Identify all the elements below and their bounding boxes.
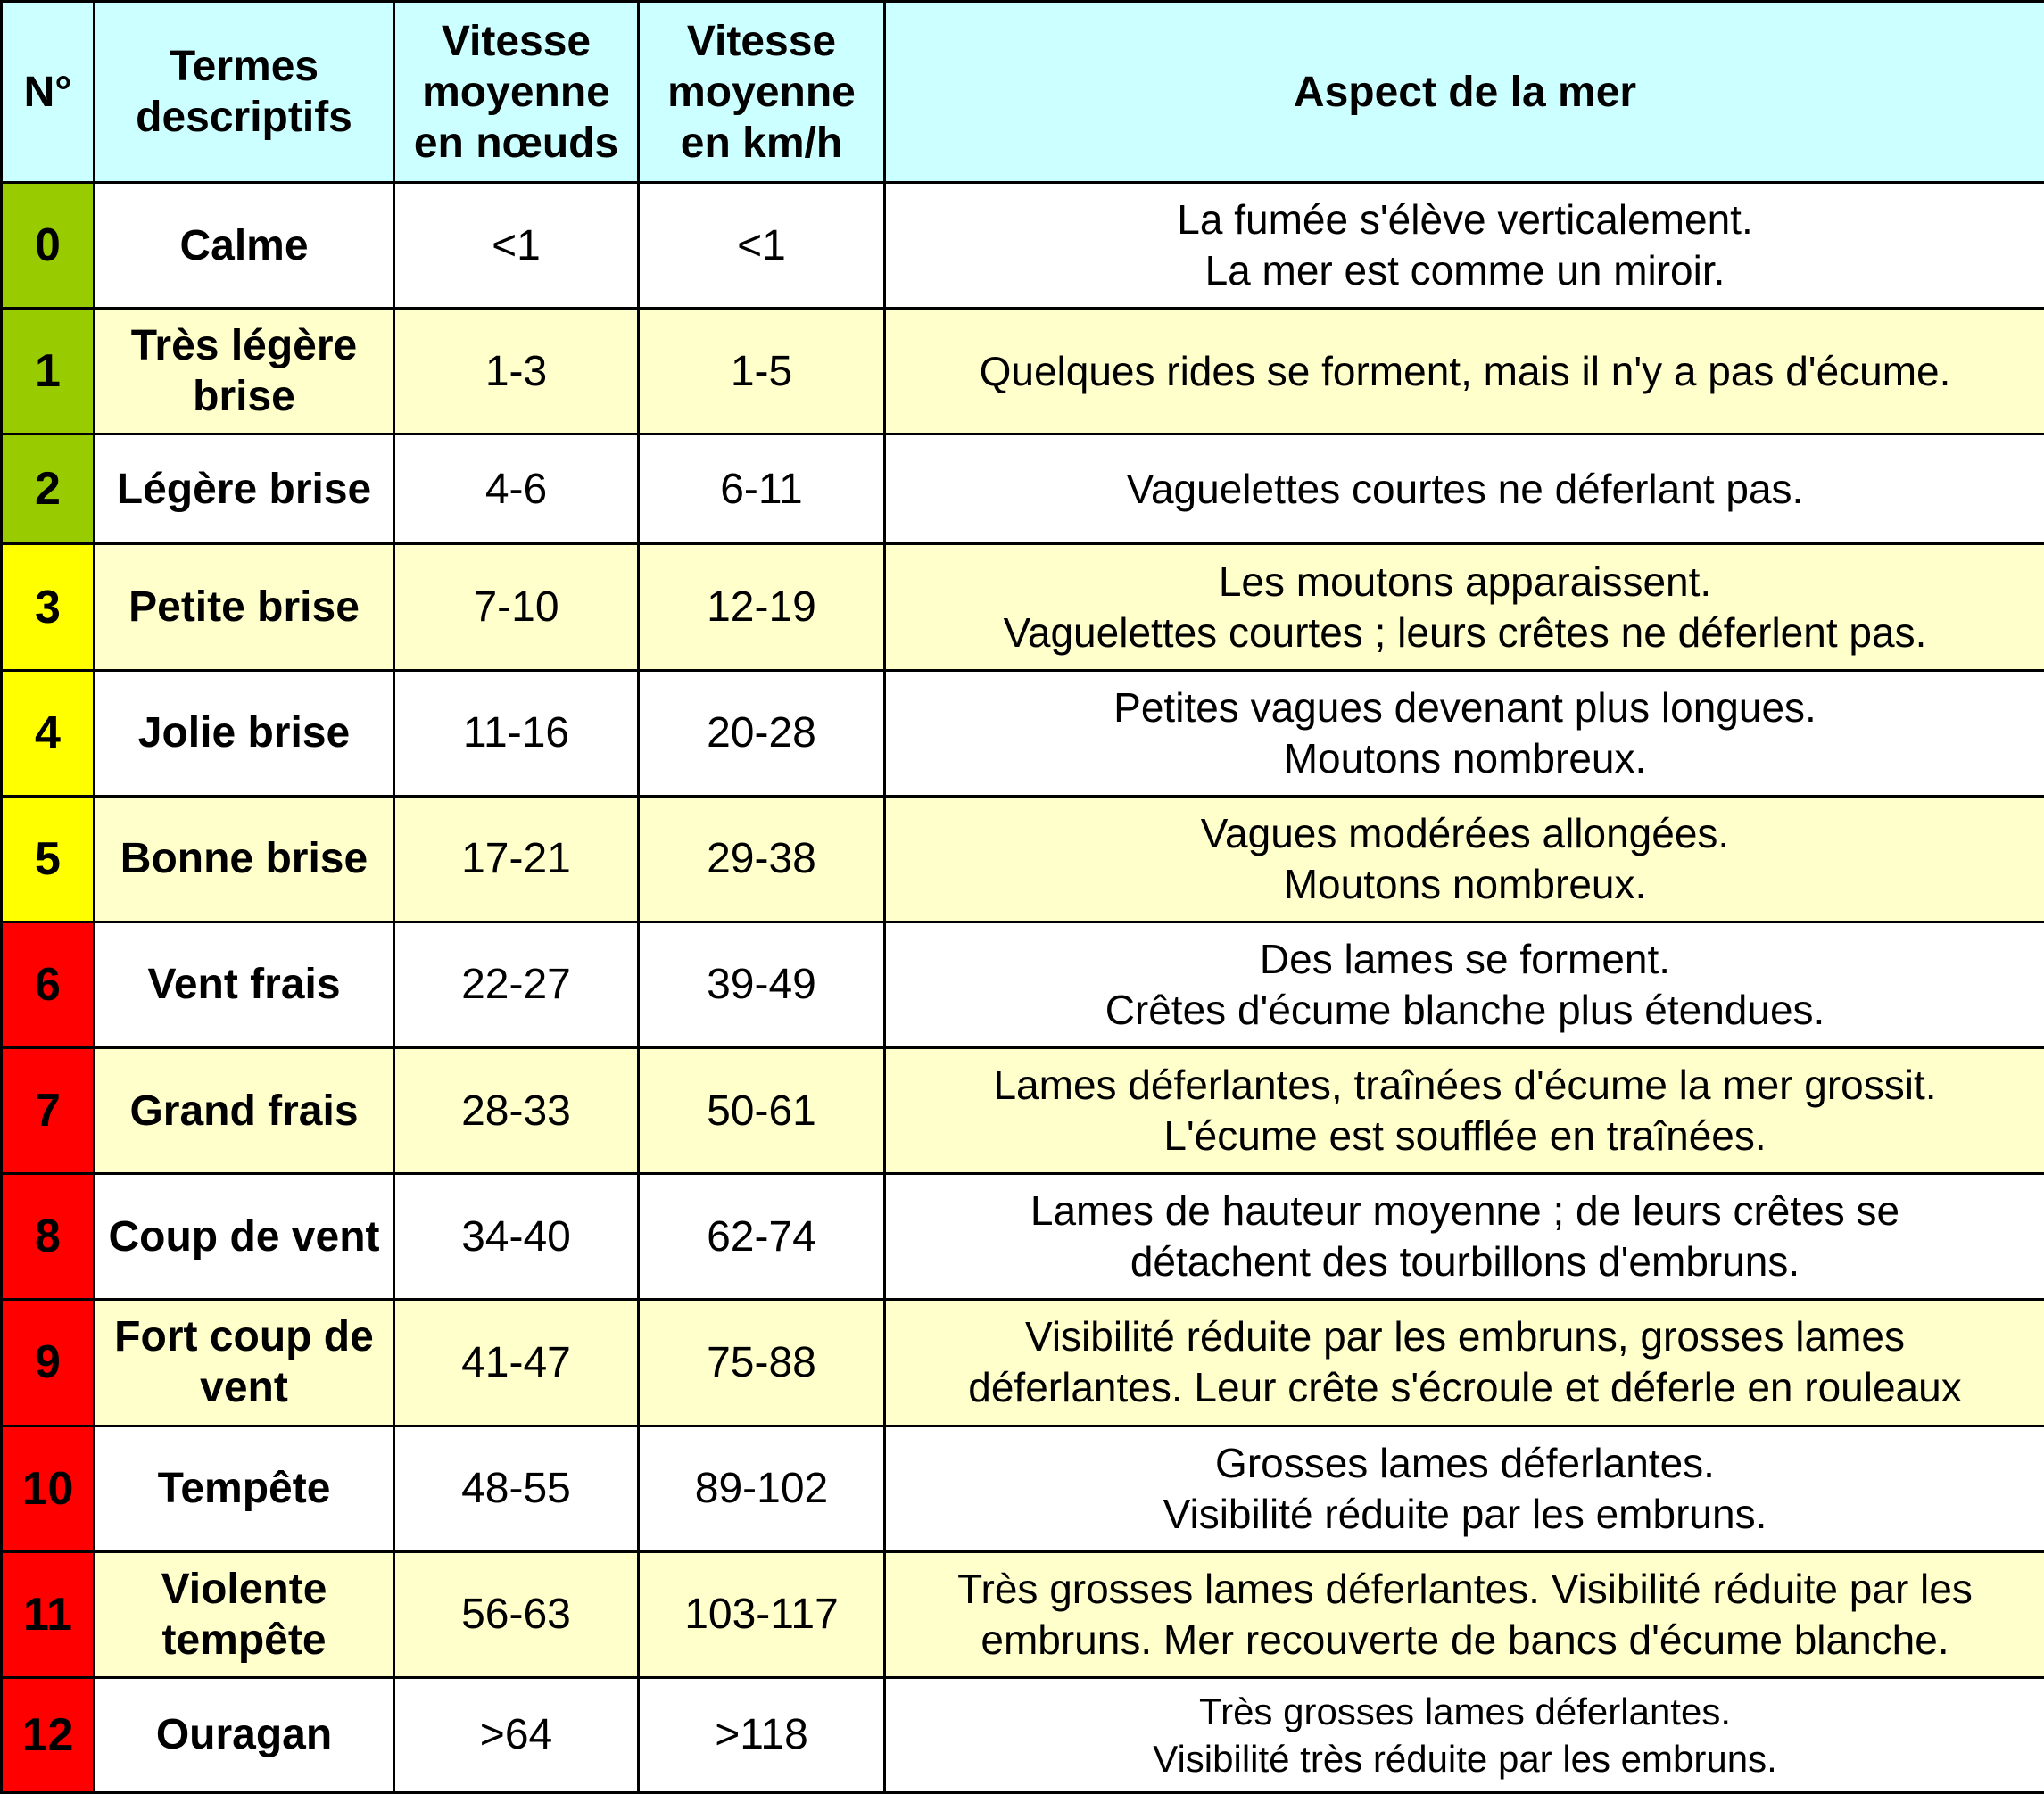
speed-kmh: 29-38 <box>639 796 885 922</box>
speed-knots: 41-47 <box>394 1300 639 1426</box>
sea-aspect: Les moutons apparaissent. Vaguelettes courtes ; leurs crêtes ne déferlent pas. <box>885 544 2044 670</box>
descriptive-term: Légère brise <box>95 434 394 544</box>
speed-kmh: 20-28 <box>639 670 885 796</box>
header-number: N° <box>2 2 95 183</box>
speed-knots: >64 <box>394 1677 639 1792</box>
descriptive-term: Violente tempête <box>95 1551 394 1677</box>
sea-aspect: Lames déferlantes, traînées d'écume la mer grossit. L'écume est soufflée en traînées. <box>885 1048 2044 1174</box>
speed-kmh: 62-74 <box>639 1174 885 1300</box>
speed-kmh: 89-102 <box>639 1426 885 1551</box>
table-row <box>2 1174 2044 1300</box>
speed-knots: 48-55 <box>394 1426 639 1551</box>
header-descriptive-terms: Termes descriptifs <box>95 2 394 183</box>
speed-knots: 22-27 <box>394 922 639 1047</box>
descriptive-term: Bonne brise <box>95 796 394 922</box>
speed-kmh: 12-19 <box>639 544 885 670</box>
beaufort-number: 1 <box>2 309 95 434</box>
sea-aspect: Vagues modérées allongées. Moutons nombreux. <box>885 796 2044 922</box>
table-row <box>2 1048 2044 1174</box>
table-row <box>2 670 2044 796</box>
beaufort-number: 5 <box>2 796 95 922</box>
speed-kmh: 50-61 <box>639 1048 885 1174</box>
beaufort-number: 4 <box>2 670 95 796</box>
sea-aspect: Lames de hauteur moyenne ; de leurs crêtes se détachent des tourbillons d'embruns. <box>885 1174 2044 1300</box>
speed-knots: 17-21 <box>394 796 639 922</box>
table-row <box>2 434 2044 544</box>
table-row <box>2 544 2044 670</box>
speed-knots: 1-3 <box>394 309 639 434</box>
speed-knots: 4-6 <box>394 434 639 544</box>
sea-aspect: Grosses lames déferlantes. Visibilité réduite par les embruns. <box>885 1426 2044 1551</box>
sea-aspect: Très grosses lames déferlantes. Visibilité réduite par les embruns. Mer recouverte de bancs d'écume blanche. <box>885 1551 2044 1677</box>
table-row <box>2 1551 2044 1677</box>
descriptive-term: Petite brise <box>95 544 394 670</box>
descriptive-term: Grand frais <box>95 1048 394 1174</box>
header-sea-aspect: Aspect de la mer <box>885 2 2044 183</box>
descriptive-term: Jolie brise <box>95 670 394 796</box>
sea-aspect: Petites vagues devenant plus longues. Moutons nombreux. <box>885 670 2044 796</box>
descriptive-term: Tempête <box>95 1426 394 1551</box>
beaufort-number: 10 <box>2 1426 95 1551</box>
table-row <box>2 309 2044 434</box>
speed-kmh: 6-11 <box>639 434 885 544</box>
beaufort-number: 6 <box>2 922 95 1047</box>
table-row <box>2 1677 2044 1792</box>
speed-knots: <1 <box>394 183 639 309</box>
table-row <box>2 183 2044 309</box>
sea-aspect: La fumée s'élève verticalement. La mer est comme un miroir. <box>885 183 2044 309</box>
sea-aspect: Très grosses lames déferlantes. Visibilité très réduite par les embruns. <box>885 1677 2044 1792</box>
header-speed-kmh: Vitesse moyenne en km/h <box>639 2 885 183</box>
speed-kmh: 75-88 <box>639 1300 885 1426</box>
descriptive-term: Coup de vent <box>95 1174 394 1300</box>
speed-knots: 7-10 <box>394 544 639 670</box>
beaufort-number: 9 <box>2 1300 95 1426</box>
sea-aspect: Quelques rides se forment, mais il n'y a pas d'écume. <box>885 309 2044 434</box>
table-row <box>2 922 2044 1047</box>
speed-kmh: <1 <box>639 183 885 309</box>
speed-knots: 28-33 <box>394 1048 639 1174</box>
speed-kmh: 39-49 <box>639 922 885 1047</box>
beaufort-number: 7 <box>2 1048 95 1174</box>
beaufort-number: 0 <box>2 183 95 309</box>
speed-knots: 34-40 <box>394 1174 639 1300</box>
beaufort-number: 2 <box>2 434 95 544</box>
sea-aspect: Vaguelettes courtes ne déferlant pas. <box>885 434 2044 544</box>
speed-kmh: >118 <box>639 1677 885 1792</box>
table-body <box>2 183 2044 1793</box>
descriptive-term: Très légère brise <box>95 309 394 434</box>
header-row <box>2 2 2044 183</box>
beaufort-number: 3 <box>2 544 95 670</box>
table-row <box>2 1300 2044 1426</box>
header-speed-knots: Vitesse moyenne en nœuds <box>394 2 639 183</box>
speed-kmh: 103-117 <box>639 1551 885 1677</box>
descriptive-term: Ouragan <box>95 1677 394 1792</box>
speed-knots: 11-16 <box>394 670 639 796</box>
beaufort-number: 11 <box>2 1551 95 1677</box>
descriptive-term: Vent frais <box>95 922 394 1047</box>
speed-kmh: 1-5 <box>639 309 885 434</box>
descriptive-term: Fort coup de vent <box>95 1300 394 1426</box>
speed-knots: 56-63 <box>394 1551 639 1677</box>
sea-aspect: Visibilité réduite par les embruns, grosses lames déferlantes. Leur crête s'écroule et déferle en rouleaux <box>885 1300 2044 1426</box>
table-row <box>2 796 2044 922</box>
beaufort-number: 12 <box>2 1677 95 1792</box>
beaufort-number: 8 <box>2 1174 95 1300</box>
table-row <box>2 1426 2044 1551</box>
descriptive-term: Calme <box>95 183 394 309</box>
sea-aspect: Des lames se forment. Crêtes d'écume blanche plus étendues. <box>885 922 2044 1047</box>
